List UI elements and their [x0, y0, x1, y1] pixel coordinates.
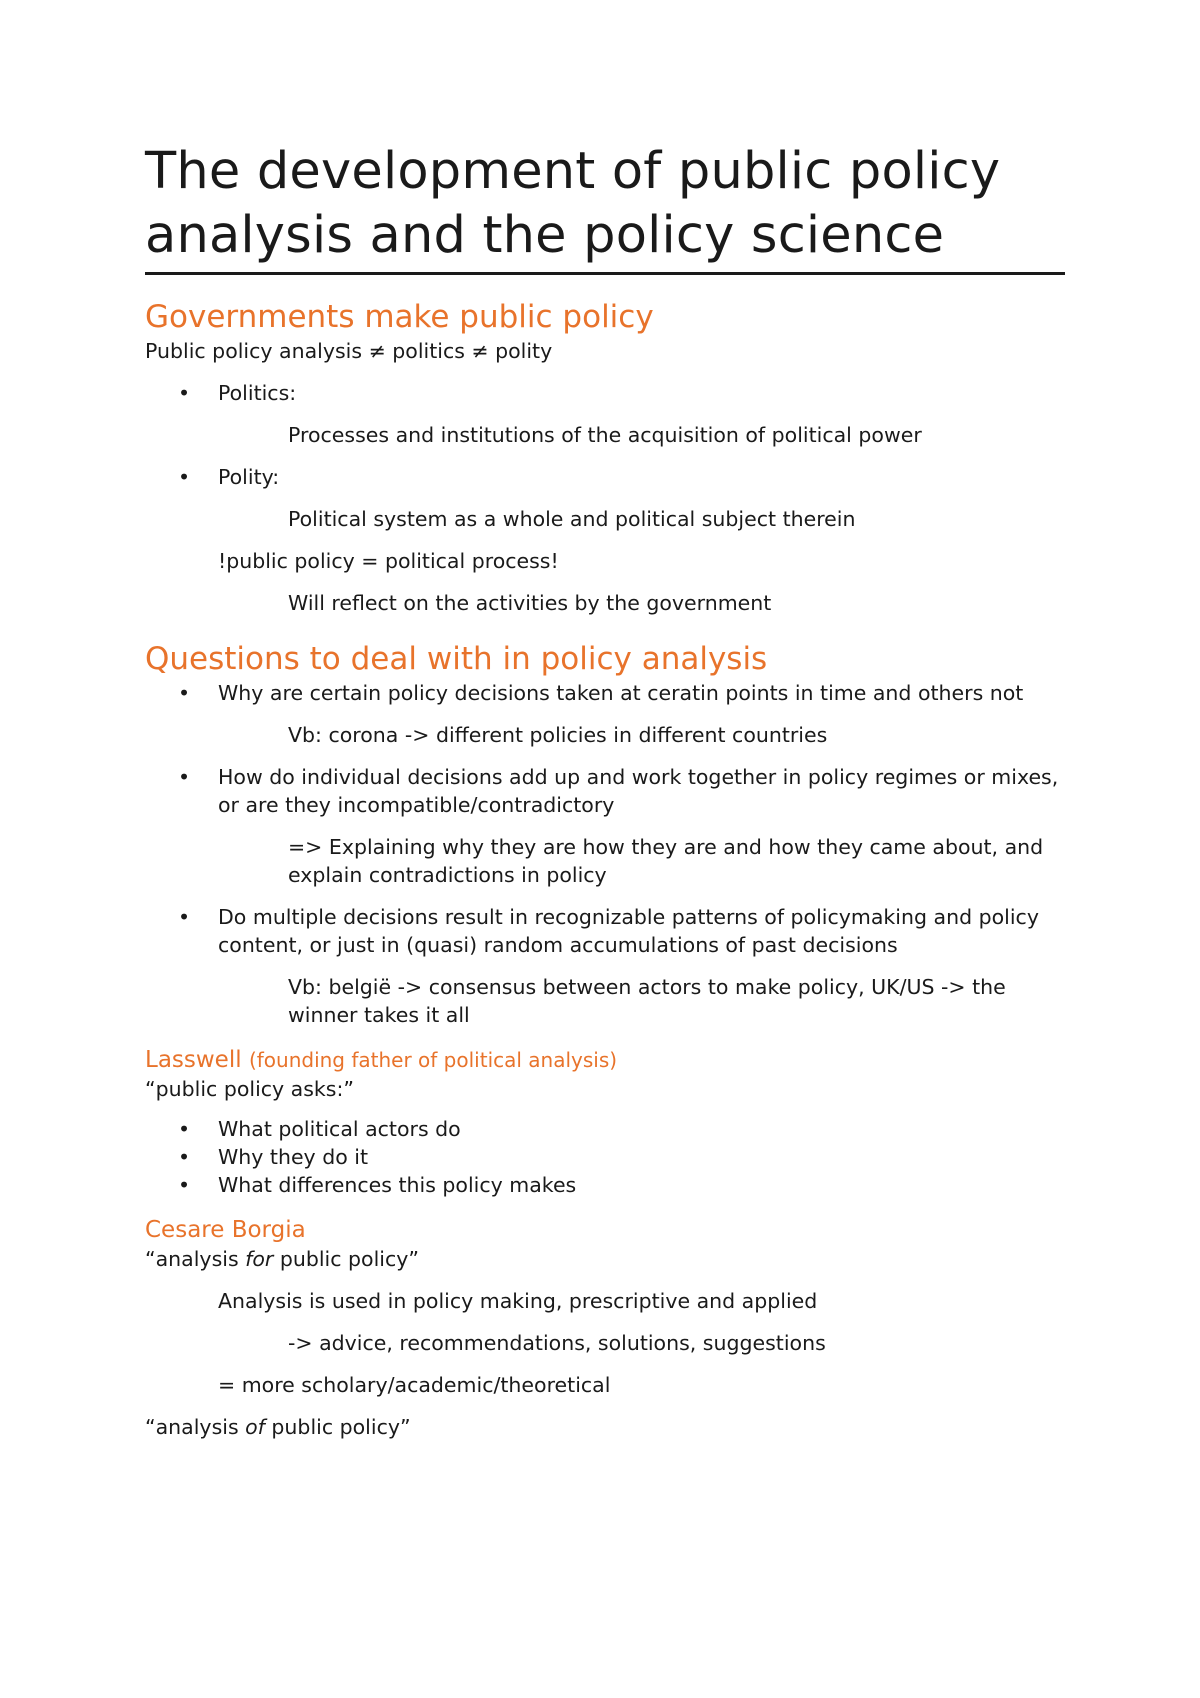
- politics-definition: Processes and institutions of the acquisition of political power: [288, 423, 922, 447]
- borgia-for-description: Analysis is used in policy making, prescriptive and applied: [218, 1289, 818, 1313]
- question-2-example: => Explaining why they are how they are and how they came about, and explain contradictions in policy: [288, 835, 1044, 887]
- lasswell-name: Lasswell: [145, 1047, 242, 1073]
- lasswell-heading: [145, 1045, 1065, 1075]
- question-2: • How do individual decisions add up and work together in policy regimes or mixes, or are they incompatible/contradictory: [145, 763, 1065, 819]
- polity-definition: Political system as a whole and political subject therein: [288, 507, 856, 531]
- bullet-polity: • Polity:: [145, 463, 1065, 491]
- lasswell-item: • Why they do it: [145, 1143, 1065, 1171]
- borgia-heading: Cesare Borgia: [145, 1217, 306, 1243]
- borgia-quote-for: “analysis for public policy”: [145, 1247, 420, 1271]
- lasswell-item: • What differences this policy makes: [145, 1171, 1065, 1199]
- borgia-for-detail: -> advice, recommendations, solutions, suggestions: [288, 1331, 826, 1355]
- question-1: • Why are certain policy decisions taken at ceratin points in time and others not: [145, 679, 1065, 707]
- lasswell-quote: “public policy asks:”: [145, 1077, 355, 1101]
- question-3: • Do multiple decisions result in recognizable patterns of policymaking and policy content, or just in (quasi) random accumulations of past decisions: [145, 903, 1065, 959]
- lasswell-subtitle: (founding father of political analysis): [248, 1048, 618, 1072]
- section1-intro: Public policy analysis ≠ politics ≠ polity: [145, 339, 553, 363]
- question-1-example: Vb: corona -> different policies in different countries: [288, 723, 828, 747]
- policy-note-detail: Will reflect on the activities by the government: [288, 591, 772, 615]
- section-heading-questions: Questions to deal with in policy analysis: [145, 641, 768, 677]
- section-heading-governments: Governments make public policy: [145, 299, 654, 335]
- document-page: [145, 140, 1065, 1441]
- lasswell-item: • What political actors do: [145, 1115, 1065, 1143]
- policy-note: !public policy = political process!: [218, 549, 559, 573]
- bullet-politics: • Politics:: [145, 379, 1065, 407]
- question-3-example: Vb: belgië -> consensus between actors to make policy, UK/US -> the winner takes it all: [288, 975, 1006, 1027]
- borgia-quote-of: “analysis of public policy”: [145, 1415, 411, 1439]
- document-title: The development of public policy analysis and the policy science: [145, 140, 1065, 275]
- borgia-for-note: = more scholary/academic/theoretical: [218, 1373, 611, 1397]
